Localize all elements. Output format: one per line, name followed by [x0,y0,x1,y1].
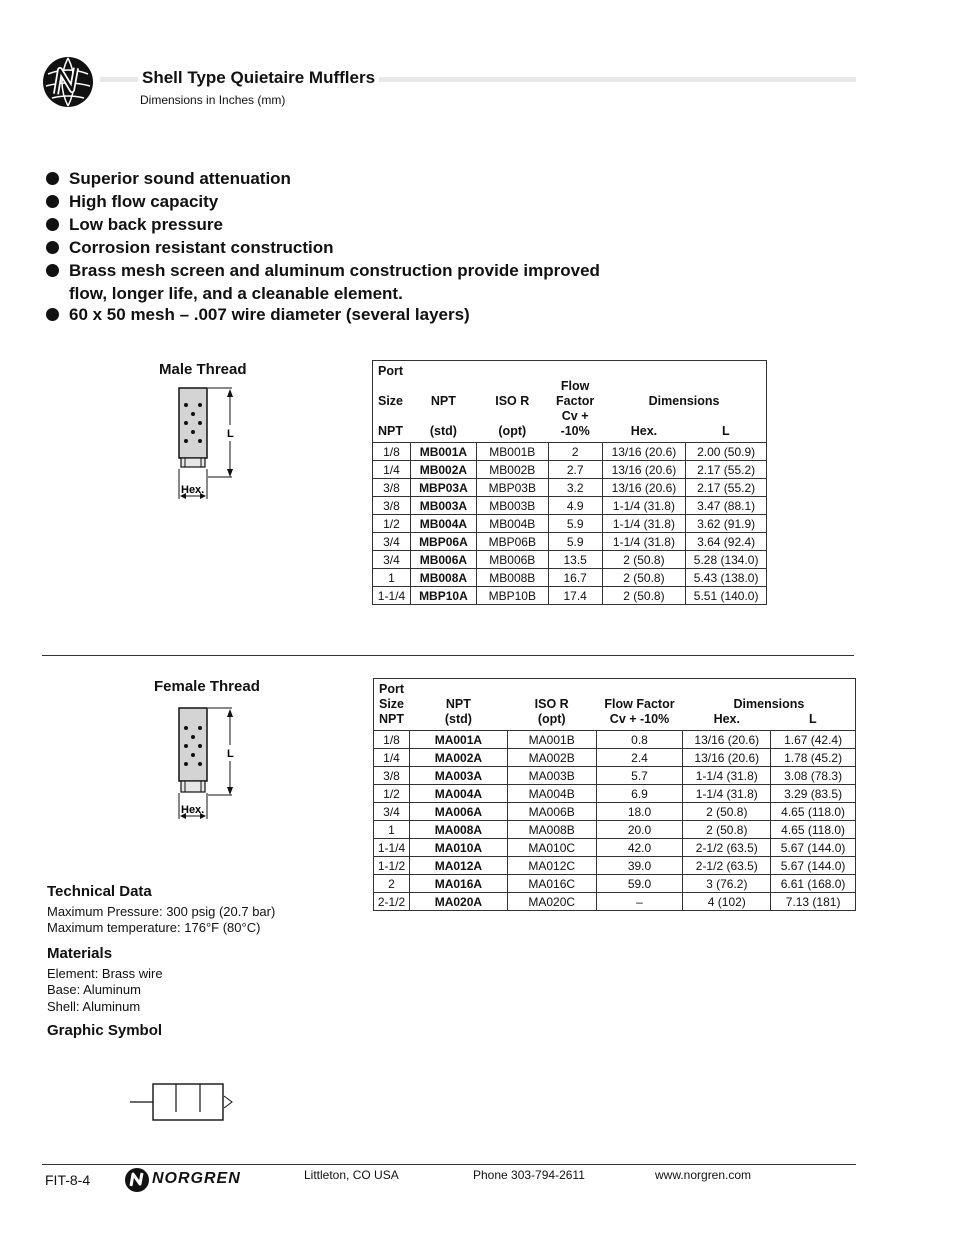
cell-npt: MA012A [409,857,507,875]
materials-line: Base: Aluminum [47,982,141,997]
cell-hex: 2 (50.8) [683,803,771,821]
cell-port: 1/2 [374,785,410,803]
cell-iso: MA012C [507,857,596,875]
header-l: L [686,409,767,443]
cell-port: 1 [373,569,411,587]
cell-flow: 5.7 [596,767,683,785]
cell-port: 3/4 [373,551,411,569]
cell-npt: MA002A [409,749,507,767]
table-row [374,749,856,767]
cell-flow: 6.9 [596,785,683,803]
header-npt-std: (std) [410,409,476,443]
cell-iso: MA003B [507,767,596,785]
cell-port: 1/8 [373,443,411,461]
cell-hex: 1-1/4 (31.8) [683,767,771,785]
cell-flow: 59.0 [596,875,683,893]
header-flow-cv: Cv + -10% [596,712,683,731]
cell-port: 3/8 [374,767,410,785]
cell-npt: MA004A [409,785,507,803]
cell-l: 6.61 (168.0) [771,875,856,893]
male-thread-drawing [176,385,240,503]
header-npt: NPT [430,394,456,408]
header-hex: Hex. [602,409,686,443]
table-row [374,857,856,875]
cell-flow: 2.7 [548,461,602,479]
cell-hex: 2 (50.8) [683,821,771,839]
dimension-hex-label: Hex. [181,804,205,816]
header-iso: ISO R [534,697,569,711]
feature-item: 60 x 50 mesh – .007 wire diameter (several layers) [46,303,666,326]
feature-list [46,167,666,326]
female-thread-drawing [176,705,240,823]
materials-line: Shell: Aluminum [47,998,141,1014]
cell-port: 1-1/2 [374,857,410,875]
header-npt-std: (std) [409,712,507,731]
cell-flow: 13.5 [548,551,602,569]
cell-port: 1/2 [373,515,411,533]
cell-port: 1 [374,821,410,839]
cell-iso: MB006B [476,551,548,569]
cell-iso: MA006B [507,803,596,821]
table-row [374,785,856,803]
footer-website: www.norgren.com [655,1168,752,1182]
cell-npt: MB006A [410,551,476,569]
female-table-body [374,731,856,911]
male-thread-table [372,360,767,605]
cell-flow: 42.0 [596,839,683,857]
cell-port: 3/4 [374,803,410,821]
cell-flow: 2.4 [596,749,683,767]
header-port-npt: NPT [374,712,410,731]
header-iso-opt: (opt) [507,712,596,731]
cell-iso: MB004B [476,515,548,533]
cell-flow: 0.8 [596,731,683,749]
cell-l: 2.17 (55.2) [686,479,767,497]
cell-hex: 2 (50.8) [602,551,686,569]
table-row [373,479,767,497]
technical-data-heading: Technical Data [47,883,152,900]
table-row [374,875,856,893]
company-globe-logo [42,56,94,108]
bullet-icon [46,195,59,208]
table-row [373,497,767,515]
cell-hex: 3 (76.2) [683,875,771,893]
cell-hex: 1-1/4 (31.8) [602,533,686,551]
cell-flow: 18.0 [596,803,683,821]
cell-npt: MB008A [410,569,476,587]
feature-item: Low back pressure [46,213,666,236]
cell-hex: 2 (50.8) [602,569,686,587]
cell-npt: MBP06A [410,533,476,551]
muffler-graphic-symbol [128,1080,238,1124]
cell-flow: 17.4 [548,587,602,605]
cell-l: 5.28 (134.0) [686,551,767,569]
male-thread-label: Male Thread [159,361,247,378]
dimension-hex-label: Hex. [181,484,205,496]
cell-port: 3/8 [373,479,411,497]
cell-l: 4.65 (118.0) [771,821,856,839]
header-dimensions: Dimensions [733,697,805,711]
cell-l: 2.00 (50.9) [686,443,767,461]
cell-port: 1/8 [374,731,410,749]
header-flow-cv: Cv + -10% [548,409,602,443]
header-dimensions: Dimensions [648,394,720,408]
cell-flow: 20.0 [596,821,683,839]
table-row [373,587,767,605]
bullet-icon [46,264,59,277]
cell-l: 3.62 (91.9) [686,515,767,533]
cell-flow: 39.0 [596,857,683,875]
table-row [374,731,856,749]
dimension-l-label: L [227,748,234,760]
cell-l: 5.43 (138.0) [686,569,767,587]
cell-npt: MBP10A [410,587,476,605]
cell-l: 5.51 (140.0) [686,587,767,605]
cell-hex: 2 (50.8) [602,587,686,605]
cell-flow: – [596,893,683,911]
cell-hex: 13/16 (20.6) [602,461,686,479]
cell-l: 5.67 (144.0) [771,839,856,857]
header-port-size: Port [378,364,403,378]
materials-section [47,946,163,1015]
technical-data-section [47,884,275,937]
cell-npt: MA010A [409,839,507,857]
table-row [374,839,856,857]
table-row [374,893,856,911]
feature-item: Corrosion resistant construction [46,236,666,259]
table-row [373,533,767,551]
cell-iso: MBP06B [476,533,548,551]
header-port-npt: NPT [373,409,411,443]
table-row [374,821,856,839]
feature-item: High flow capacity [46,190,666,213]
cell-iso: MBP03B [476,479,548,497]
cell-port: 1-1/4 [373,587,411,605]
cell-port: 2-1/2 [374,893,410,911]
cell-l: 3.08 (78.3) [771,767,856,785]
header-iso-opt: (opt) [476,409,548,443]
cell-hex: 13/16 (20.6) [683,731,771,749]
technical-line: Maximum Pressure: 300 psig (20.7 bar) [47,903,276,919]
cell-flow: 5.9 [548,533,602,551]
cell-npt: MA016A [409,875,507,893]
brand-mark-icon [124,1167,150,1193]
cell-port: 1/4 [374,749,410,767]
dimension-l-label: L [227,428,234,440]
section-divider [42,655,854,656]
cell-iso: MA008B [507,821,596,839]
cell-port: 1/4 [373,461,411,479]
table-row [374,803,856,821]
cell-l: 7.13 (181) [771,893,856,911]
feature-item: Superior sound attenuation [46,167,666,190]
female-thread-table [373,678,856,911]
cell-npt: MBP03A [410,479,476,497]
materials-heading: Materials [47,945,113,962]
cell-iso: MBP10B [476,587,548,605]
cell-l: 1.67 (42.4) [771,731,856,749]
table-row [373,569,767,587]
cell-iso: MB003B [476,497,548,515]
table-row [373,461,767,479]
cell-port: 3/8 [373,497,411,515]
cell-l: 5.67 (144.0) [771,857,856,875]
male-table-body [373,443,767,605]
cell-l: 4.65 (118.0) [771,803,856,821]
cell-npt: MA020A [409,893,507,911]
header-hex: Hex. [683,712,771,731]
table-row [373,443,767,461]
page-subtitle: Dimensions in Inches (mm) [140,93,286,107]
cell-npt: MA003A [409,767,507,785]
norgren-brand-logo [124,1165,264,1193]
header-npt: NPT [445,697,471,711]
cell-iso: MA016C [507,875,596,893]
cell-hex: 13/16 (20.6) [602,443,686,461]
materials-line: Element: Brass wire [47,965,163,981]
cell-iso: MB002B [476,461,548,479]
cell-hex: 2-1/2 (63.5) [683,857,771,875]
header-l: L [771,712,856,731]
cell-npt: MB002A [410,461,476,479]
header-port-size: Size [379,697,405,711]
cell-iso: MA010C [507,839,596,857]
bullet-icon [46,172,59,185]
page-number: FIT-8-4 [45,1172,91,1188]
cell-npt: MB003A [410,497,476,515]
cell-port: 3/4 [373,533,411,551]
header-port-size: Size [378,394,404,408]
cell-npt: MA008A [409,821,507,839]
cell-flow: 16.7 [548,569,602,587]
cell-port: 1-1/4 [374,839,410,857]
bullet-icon [46,308,59,321]
cell-iso: MA002B [507,749,596,767]
feature-item: Brass mesh screen and aluminum construction provide improved flow, longer life, and a cleanable element. [46,259,629,305]
table-row [373,551,767,569]
cell-iso: MA001B [507,731,596,749]
cell-hex: 13/16 (20.6) [683,749,771,767]
cell-hex: 1-1/4 (31.8) [602,497,686,515]
cell-l: 3.64 (92.4) [686,533,767,551]
bullet-icon [46,218,59,231]
cell-flow: 2 [548,443,602,461]
page-title: Shell Type Quietaire Mufflers [138,68,379,88]
cell-l: 3.29 (83.5) [771,785,856,803]
cell-port: 2 [374,875,410,893]
bullet-icon [46,241,59,254]
cell-l: 3.47 (88.1) [686,497,767,515]
cell-flow: 3.2 [548,479,602,497]
table-row [373,515,767,533]
header-port-size: Port [379,682,404,696]
female-thread-label: Female Thread [154,678,260,695]
footer-location: Littleton, CO USA [304,1168,399,1182]
cell-npt: MB004A [410,515,476,533]
cell-l: 2.17 (55.2) [686,461,767,479]
cell-hex: 13/16 (20.6) [602,479,686,497]
cell-hex: 1-1/4 (31.8) [602,515,686,533]
cell-flow: 4.9 [548,497,602,515]
table-row [374,767,856,785]
cell-npt: MA006A [409,803,507,821]
cell-l: 1.78 (45.2) [771,749,856,767]
footer-phone: Phone 303-794-2611 [473,1168,585,1182]
cell-iso: MB001B [476,443,548,461]
cell-iso: MA020C [507,893,596,911]
header-iso: ISO R [495,394,530,408]
technical-line: Maximum temperature: 176°F (80°C) [47,920,261,935]
header-flow: Flow Factor [556,379,595,408]
graphic-symbol-heading: Graphic Symbol [47,1022,163,1039]
cell-iso: MB008B [476,569,548,587]
cell-hex: 2-1/2 (63.5) [683,839,771,857]
cell-npt: MA001A [409,731,507,749]
cell-hex: 1-1/4 (31.8) [683,785,771,803]
cell-flow: 5.9 [548,515,602,533]
cell-npt: MB001A [410,443,476,461]
brand-wordmark: NORGREN [152,1170,241,1187]
cell-hex: 4 (102) [683,893,771,911]
header-flow: Flow Factor [604,697,675,711]
cell-iso: MA004B [507,785,596,803]
